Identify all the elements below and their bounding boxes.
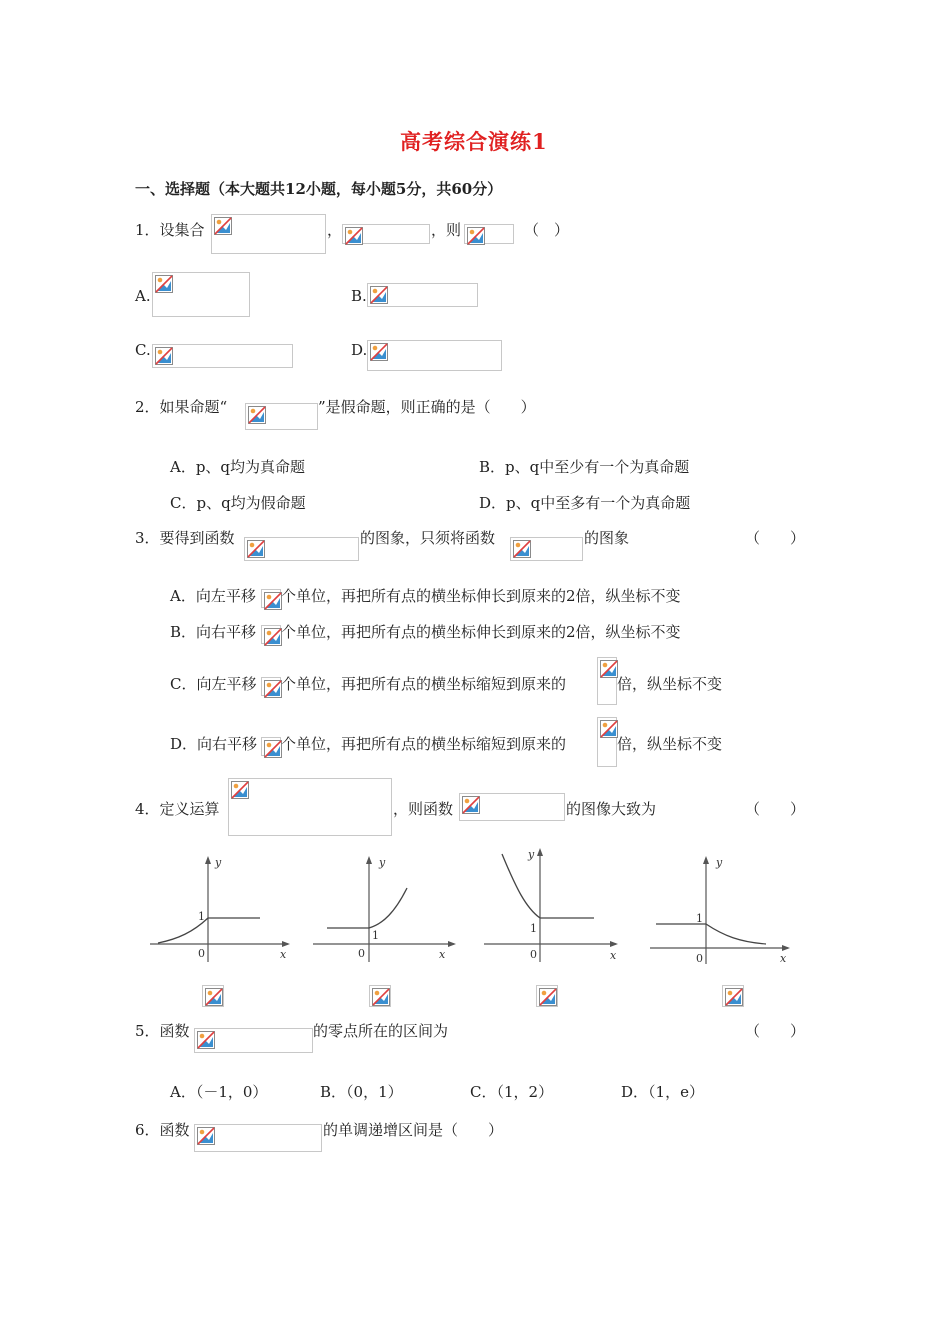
q3-opt-a-2: 个单位，再把所有点的横坐标伸长到原来的2倍，纵坐标不变 [281,587,681,605]
x-axis-label: x [610,949,617,962]
q3-opt-c-2: 个单位，再把所有点的横坐标缩短到原来的 [281,675,567,693]
broken-image-icon [214,217,232,235]
formula-image [152,272,250,317]
broken-image-icon [370,343,388,361]
formula-image [194,1124,322,1152]
formula-image [261,737,281,756]
q3-stem-start: 3．要得到函数 [135,529,235,547]
q2-opt-b: B．p、q中至少有一个为真命题 [479,458,690,476]
formula-image [464,224,514,244]
q3-mid: 的图象，只须将函数 [360,529,496,547]
q2-opt-c: C．p、q均为假命题 [170,494,306,512]
x-axis-label: x [280,948,287,961]
page-title: 高考综合演练1 [400,129,548,154]
formula-image [261,625,281,644]
q4-mid: ，则函数 [393,800,454,818]
broken-image-icon [205,988,223,1006]
broken-image-icon [345,227,363,245]
broken-image-icon [155,347,173,365]
broken-image-icon [248,406,266,424]
formula-image [367,340,502,371]
broken-image-icon [264,628,282,646]
broken-image-icon [370,286,388,304]
q6-stem-start: 6．函数 [135,1121,190,1139]
broken-image-icon [372,988,390,1006]
q2-stem-end: ”是假命题，则正确的是（ ） [318,398,536,416]
q6-end: 的单调递增区间是（ ） [323,1121,504,1139]
origin-label: 0 [358,947,365,960]
y-axis-label: y [716,856,723,869]
broken-image-icon [264,680,282,698]
q4-stem-start: 4．定义运算 [135,800,220,818]
q3-opt-b-1: B．向右平移 [170,623,257,641]
y-axis-label: y [379,856,386,869]
q3-opt-d-1: D．向右平移 [170,735,258,753]
broken-image-icon [462,796,480,814]
q5-end: 的零点所在的区间为 [313,1022,449,1040]
q4-end: 的图像大致为 [566,800,657,818]
one-label: 1 [696,912,703,925]
q3-opt-c-1: C．向左平移 [170,675,257,693]
q2-stem-start: 2．如果命题“ [135,398,228,416]
formula-image [261,677,281,696]
q3-end: 的图象 [584,529,630,547]
q1-paren: （ ） [524,221,570,239]
x-axis-label: x [780,952,787,964]
broken-image-icon [600,660,618,678]
q1-comma: ， [327,221,343,239]
formula-image [245,403,318,430]
broken-image-icon [264,592,282,610]
formula-image [367,283,478,307]
q5-opt-b: B．（0，1） [320,1083,403,1101]
formula-image [722,985,744,1007]
q1-opt-b: B. [351,287,367,305]
q2-opt-d: D．p、q中至多有一个为真命题 [479,494,691,512]
q3-opt-b-2: 个单位，再把所有点的横坐标伸长到原来的2倍，纵坐标不变 [281,623,681,641]
broken-image-icon [155,275,173,293]
formula-image [369,985,391,1007]
broken-image-icon [197,1127,215,1145]
formula-image [597,657,617,705]
q2-opt-a: A．p、q均为真命题 [170,458,306,476]
formula-image [261,589,281,608]
formula-image [342,224,430,244]
q1-opt-d: D. [351,341,368,359]
q3-opt-d-3: 倍，纵坐标不变 [617,735,723,753]
formula-image [211,214,326,254]
q3-opt-d-2: 个单位，再把所有点的横坐标缩短到原来的 [281,735,567,753]
q5-paren: （ ） [745,1022,806,1040]
y-axis-label: y [528,848,535,861]
formula-image [536,985,558,1007]
q5-opt-a: A．（－1，0） [170,1083,268,1101]
one-label: 1 [372,929,379,942]
one-label: 1 [198,910,205,923]
broken-image-icon [247,540,265,558]
q4-paren: （ ） [745,800,806,818]
graph-d [648,852,793,964]
formula-image [510,537,583,561]
origin-label: 0 [530,948,537,961]
q1-then: ，则 [431,221,462,239]
broken-image-icon [513,540,531,558]
one-label: 1 [530,922,537,935]
formula-image [244,537,359,561]
broken-image-icon [264,740,282,758]
graph-b [311,852,461,964]
y-axis-label: y [215,856,222,869]
origin-label: 0 [198,947,205,960]
broken-image-icon [600,720,618,738]
graph-a [148,852,293,964]
broken-image-icon [231,781,249,799]
origin-label: 0 [696,952,703,964]
formula-image [152,344,293,368]
q5-stem-start: 5．函数 [135,1022,190,1040]
q5-opt-d: D．（1，e） [621,1083,704,1101]
q1-stem: 1．设集合 [135,221,205,239]
formula-image [597,717,617,767]
formula-image [202,985,224,1007]
q5-opt-c: C．（1，2） [470,1083,554,1101]
formula-image [228,778,392,836]
q1-opt-a: A. [135,287,151,305]
broken-image-icon [725,988,743,1006]
broken-image-icon [539,988,557,1006]
q3-opt-c-3: 倍，纵坐标不变 [617,675,723,693]
x-axis-label: x [439,948,446,961]
q1-opt-c: C. [135,341,151,359]
graph-c [482,844,627,964]
broken-image-icon [197,1031,215,1049]
q3-paren: （ ） [745,529,806,547]
broken-image-icon [467,227,485,245]
q3-opt-a-1: A．向左平移 [170,587,256,605]
formula-image [459,793,565,821]
formula-image [194,1028,313,1053]
section-header: 一、选择题（本大题共12小题，每小题5分，共60分） [135,180,503,198]
